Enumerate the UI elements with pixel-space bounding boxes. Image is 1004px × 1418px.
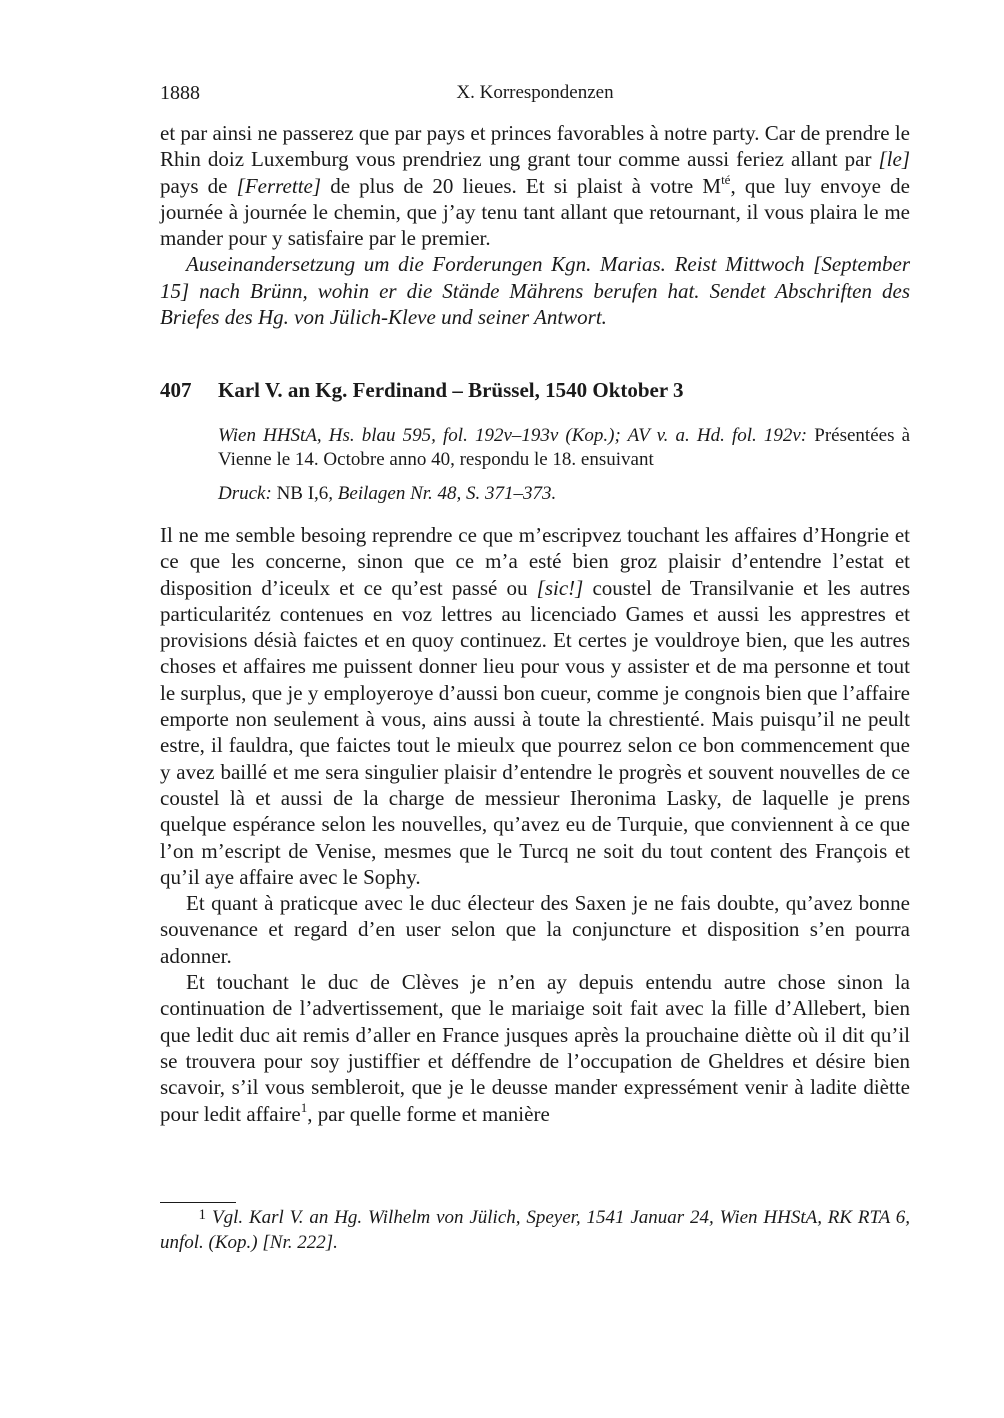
- summary-paragraph: Auseinandersetzung um die Forderungen Kgn. Marias. Reist Mittwoch [September 15] nach Brünn, wohin er die Stände Mährens berufen hat. Sendet Abschriften des Briefes des Hg. von Jülich-Kleve und seiner Antwort.: [160, 252, 910, 330]
- body-paragraph-2: Et quant à praticque avec le duc électeur des Saxen je ne fais doubte, qu’avez bonne souvenance et regard d’en user selon que la conjuncture et disposition s’en pourra adonner.: [160, 891, 910, 968]
- page-header: [160, 82, 910, 108]
- footnote-rule: [160, 1202, 236, 1203]
- document-heading: [160, 378, 910, 403]
- document-title: Karl V. an Kg. Ferdinand – Brüssel, 1540 Oktober 3: [218, 378, 684, 402]
- footnote-marker: 1: [198, 1207, 206, 1223]
- archive-reference: Wien HHStA, Hs. blau 595, fol. 192v–193v (Kop.); AV v. a. Hd. fol. 192v: Présentées à Vienne le 14. Octobre anno 40, respondu le 18. ensuivant: [218, 425, 911, 470]
- print-reference: Druck: NB I,6, Beilagen Nr. 48, S. 371–373.: [218, 483, 557, 504]
- source-apparatus: [218, 424, 910, 516]
- letter-body: [160, 522, 910, 1127]
- letter-closing-paragraph: et par ainsi ne passerez que par pays et princes favorables à notre party. Car de prendre le Rhin doiz Luxemburg vous prendriez ung grant tour comme aussi feriez allant par [le] pays de [Ferrette] de plus de 20 lieues. Et si plaist à votre $M^{té}$, que luy envoye de journée à journée le chemin, que j’ay tenu tant allant que retournant, il vous plaira le me mander pour y satisfaire par le premier.: [160, 121, 910, 251]
- document-number: 407: [160, 378, 192, 402]
- page-number: 1888: [160, 82, 200, 104]
- preceding-letter-end: [160, 120, 910, 330]
- footnote-text: Vgl. Karl V. an Hg. Wilhelm von Jülich, Speyer, 1541 Januar 24, Wien HHStA, RK RTA 6, unfol. (Kop.) [Nr. 222].: [160, 1207, 910, 1253]
- running-title: X. Korrespondenzen: [456, 82, 614, 103]
- footnote: [160, 1206, 910, 1254]
- body-paragraph-3: Et touchant le duc de Clèves je n’en ay depuis entendu autre chose sinon la continuation de l’advertissement, que le mariaige soit fait avec la fille d’Allebert, bien que ledit duc ait remis d’aller en France jusques après la prouchaine diètte où il dit qu’il se trouvera pour soy justiffier et déffendre de l’occupation de Gheldres et désire bien scavoir, s’il vous sembleroit, que je le deusse mander expressément venir à ladite diètte pour ledit affaire$^1$, par quelle forme et manière: [160, 970, 910, 1126]
- footnote-reference[interactable]: 1: [300, 1099, 308, 1115]
- body-paragraph-1: Il ne me semble besoing reprendre ce que m’escripvez touchant les affaires d’Hongrie et ce que les concerne, sinon que ce m’a esté bien groz plaisir d’entendre l’estat et disposition d’iceulx et ce qu’est passé ou [sic!] coustel de Transilvanie et les autres particularitéz contenues en voz lettres au licenciado Games et aussi les apprestres et provisions désià faictes et en quoy continuez. Et certes je vouldroye bien, que les autres choses et affaires me puissent donner lieu pour vous y assister et de ma personne et tout le surplus, que je y employeroye d’aussi bon cueur, comme je congnois bien que l’affaire emporte non seulement à vous, ains aussi à toute la chrestienté. Mais puisqu’il ne peult estre, il fauldra, que faictes tout le mieulx que pourrez selon ce bon commencement que y avez baillé et me sera singulier plaisir d’entendre le progrès et souvent nouvelles de ce coustel là et aussi de la charge de messieur Iheronima Lasky, de laquelle je prens quelque espérance selon les nouvelles, qu’avez eu de Turquie, que conviennent à ce que l’on m’escript de Venise, mesmes que le Turcq ne soit du tout content des François et qu’il aye affaire avec le Sophy.: [160, 523, 910, 889]
